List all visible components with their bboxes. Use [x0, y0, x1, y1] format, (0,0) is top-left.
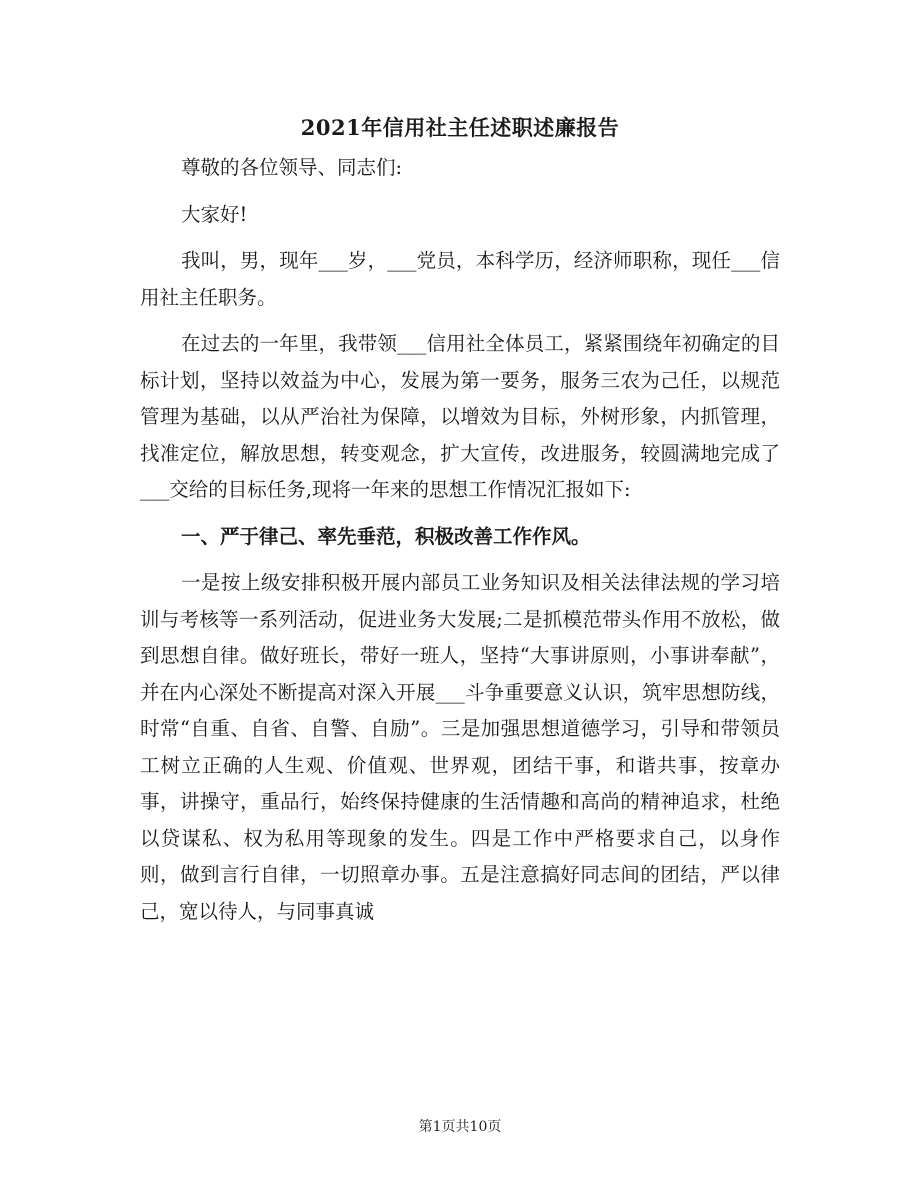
section-heading-1: 一、严于律己、率先垂范，积极改善工作作风。	[180, 524, 591, 548]
paragraph-overview: 在过去的一年里，我带领___信用社全体员工，紧紧围绕年初确定的目标计划，坚持以效益为中心，发展为第一要务，服务三农为己任，以规范管理为基础，以从严治社为保障，以增效为目标，外树形象，内抓管理，找准定位，解放思想，转变观念，扩大宣传，改进服务，较圆满地完成了___交给的目标任务,现将一年来的思想工作情况汇报如下:	[140, 332, 780, 501]
page-number-footer: 第1页共10页	[418, 1119, 502, 1135]
paragraph-greeting: 大家好!	[180, 202, 248, 226]
paragraph-salutation: 尊敬的各位领导、同志们:	[180, 156, 403, 179]
document-title: 2021年信用社主任述职述廉报告	[300, 115, 620, 140]
document-body	[140, 150, 780, 940]
paragraph-introduction: 我叫，男，现年___岁，___党员，本科学历，经济师职称，现任___信用社主任职务。	[140, 249, 780, 309]
paragraph-section-1: 一是按上级安排积极开展内部员工业务知识及相关法律法规的学习培训与考核等一系列活动，促进业务大发展;二是抓模范带头作用不放松，做到思想自律。做好班长，带好一班人，坚持“大事讲原则，小事讲奉献”，并在内心深处不断提高对深入开展___斗争重要意义认识，筑牢思想防线，时常“自重、自省、自警、自励”。三是加强思想道德学习，引导和带领员工树立正确的人生观、价值观、世界观，团结干事，和谐共事，按章办事，讲操守，重品行，始终保持健康的生活情趣和高尚的精神追求，杜绝以贷谋私、权为私用等现象的发生。四是工作中严格要求自己，以身作则，做到言行自律，一切照章办事。五是注意搞好同志间的团结，严以律己，宽以待人，与同事真诚	[140, 571, 780, 923]
